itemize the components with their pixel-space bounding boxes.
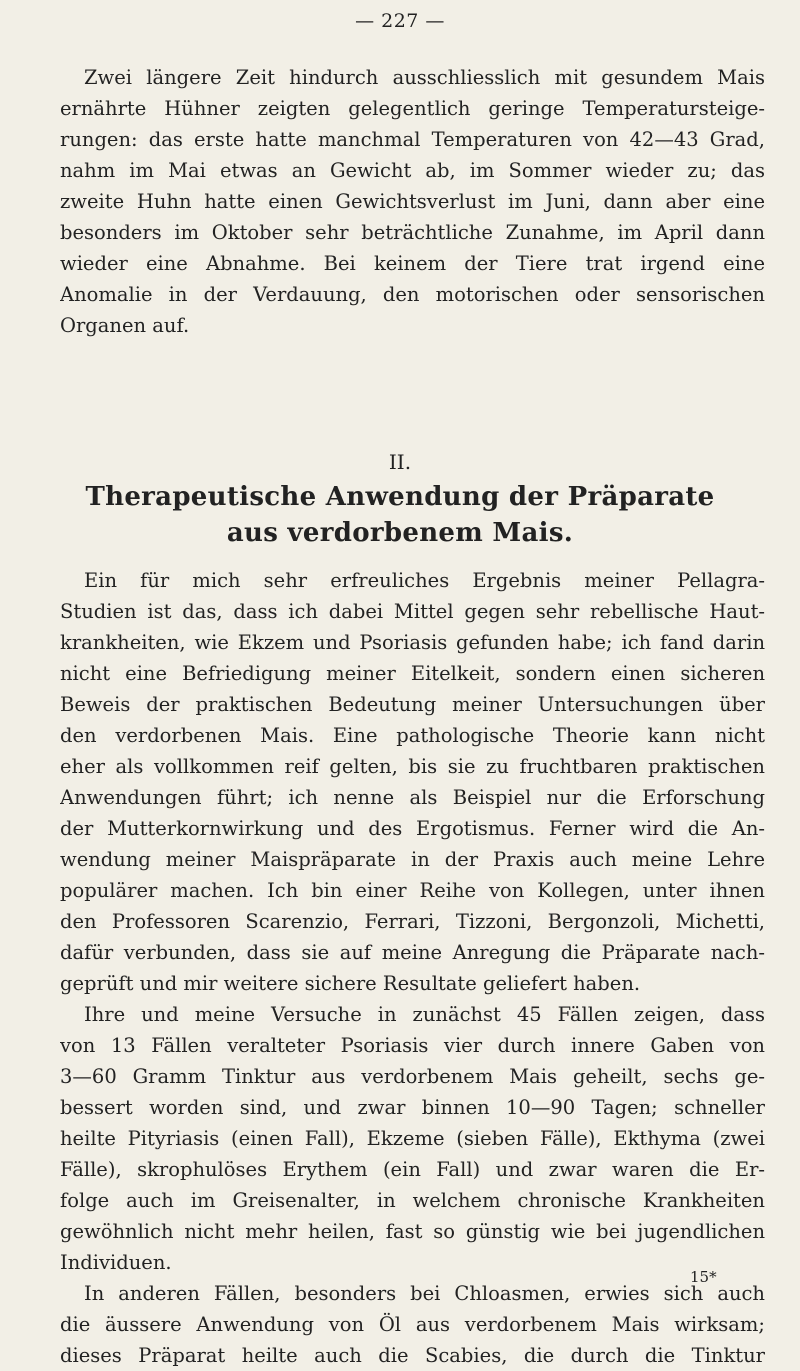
text-line: wendung meiner Maispräparate in der Praxis auch meine Lehre (60, 848, 765, 871)
text-line: die äussere Anwendung von Öl aus verdorbenem Mais wirksam; (60, 1313, 765, 1336)
text-line: In anderen Fällen, besonders bei Chloasmen, erwies sich auch (84, 1282, 765, 1305)
section-heading-line-2: aus verdorbenem Mais. (226, 518, 574, 548)
signature-mark: 15* (690, 1268, 717, 1286)
text-line: nicht eine Befriedigung meiner Eitelkeit, sondern einen sicheren (60, 662, 765, 685)
text-line: Organen auf. (60, 314, 190, 337)
main-text (60, 565, 765, 1371)
text-line: gewöhnlich nicht mehr heilen, fast so günstig wie bei jugendlichen (60, 1220, 765, 1243)
text-line: nahm im Mai etwas an Gewicht ab, im Sommer wieder zu; das (60, 159, 765, 182)
text-line: Fälle), skrophulöses Erythem (ein Fall) und zwar waren die Er- (60, 1158, 765, 1181)
intro-paragraph (60, 62, 765, 341)
text-line: den Professoren Scarenzio, Ferrari, Tizzoni, Bergonzoli, Michetti, (60, 910, 765, 933)
text-line: wieder eine Abnahme. Bei keinem der Tiere trat irgend eine (60, 252, 765, 275)
text-line: eher als vollkommen reif gelten, bis sie zu fruchtbaren praktischen (60, 755, 765, 778)
section-heading-line-1: Therapeutische Anwendung der Präparate (85, 482, 715, 512)
text-line: von 13 Fällen veralteter Psoriasis vier durch innere Gaben von (60, 1034, 765, 1057)
text-line: krankheiten, wie Ekzem und Psoriasis gefunden habe; ich fand darin (60, 631, 765, 654)
text-line: dieses Präparat heilte auch die Scabies, die durch die Tinktur (60, 1344, 765, 1367)
text-line: dafür verbunden, dass sie auf meine Anregung die Präparate nach- (60, 941, 765, 964)
text-line: Anomalie in der Verdauung, den motorischen oder sensorischen (60, 283, 765, 306)
text-line: Ein für mich sehr erfreuliches Ergebnis meiner Pellagra- (84, 569, 765, 592)
text-line: ernährte Hühner zeigten gelegentlich geringe Temperatursteige- (60, 97, 765, 120)
section-number: II. (388, 450, 412, 474)
text-line: zweite Huhn hatte einen Gewichtsverlust im Juni, dann aber eine (60, 190, 765, 213)
text-line: Ihre und meine Versuche in zunächst 45 Fällen zeigen, dass (84, 1003, 765, 1026)
page-number: — 227 — (355, 10, 445, 32)
text-line: den verdorbenen Mais. Eine pathologische Theorie kann nicht (60, 724, 765, 747)
text-line: Anwendungen führt; ich nenne als Beispiel nur die Erforschung (60, 786, 765, 809)
text-line: geprüft und mir weitere sichere Resultate geliefert haben. (60, 972, 641, 995)
text-line: populärer machen. Ich bin einer Reihe von Kollegen, unter ihnen (60, 879, 765, 902)
text-line: folge auch im Greisenalter, in welchem chronische Krankheiten (60, 1189, 765, 1212)
text-line: Individuen. (60, 1251, 172, 1274)
text-line: bessert worden sind, und zwar binnen 10—90 Tagen; schneller (60, 1096, 765, 1119)
text-line: der Mutterkornwirkung und des Ergotismus. Ferner wird die An- (60, 817, 765, 840)
text-line: Zwei längere Zeit hindurch ausschliesslich mit gesundem Mais (84, 66, 765, 89)
text-line: heilte Pityriasis (einen Fall), Ekzeme (sieben Fälle), Ekthyma (zwei (60, 1127, 765, 1150)
text-line: besonders im Oktober sehr beträchtliche Zunahme, im April dann (60, 221, 765, 244)
text-line: 3—60 Gramm Tinktur aus verdorbenem Mais geheilt, sechs ge- (60, 1065, 765, 1088)
text-line: Studien ist das, dass ich dabei Mittel gegen sehr rebellische Haut- (60, 600, 765, 623)
text-line: rungen: das erste hatte manchmal Temperaturen von 42—43 Grad, (60, 128, 765, 151)
text-line: Beweis der praktischen Bedeutung meiner Untersuchungen über (60, 693, 765, 716)
